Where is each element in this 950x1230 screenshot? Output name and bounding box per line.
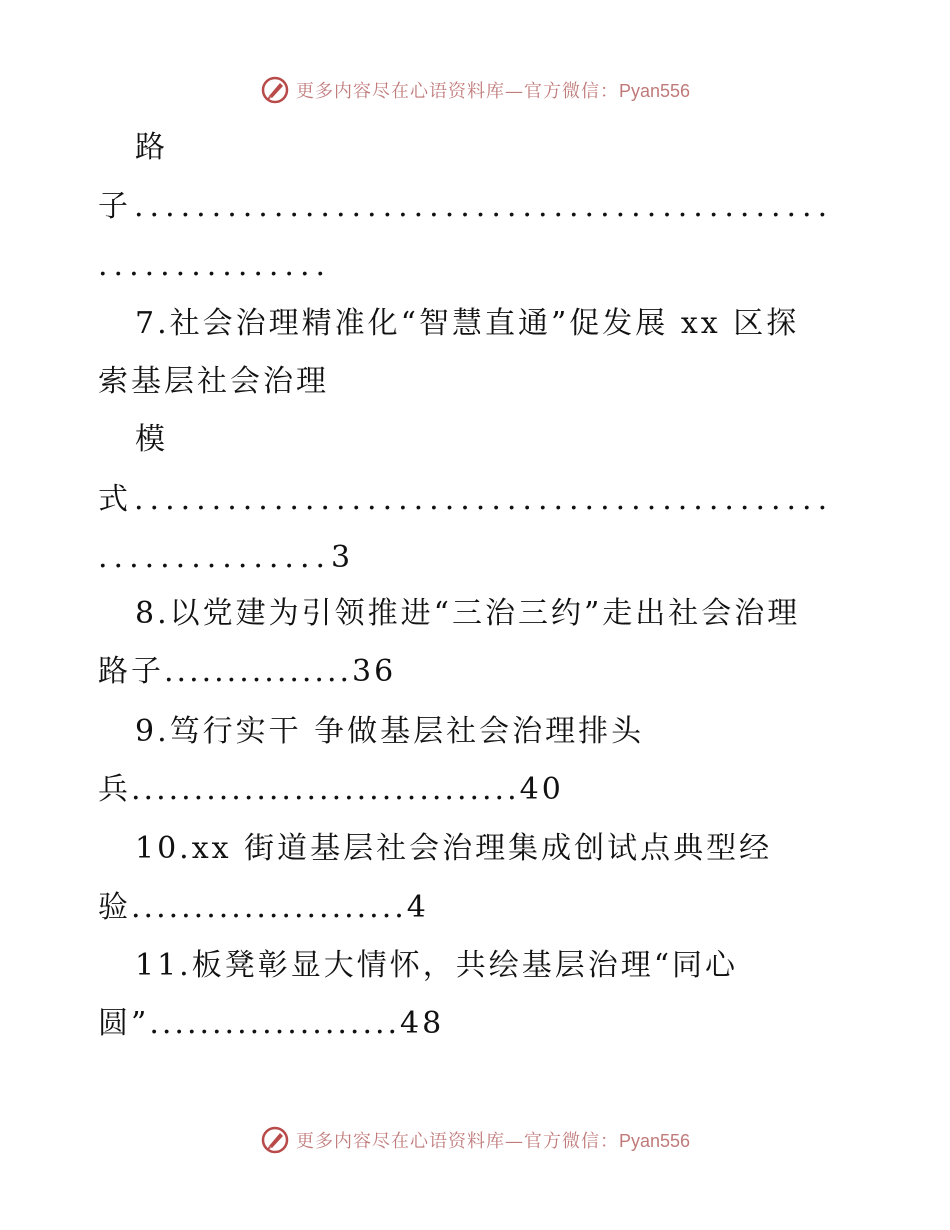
toc-line: 子............................................. — [98, 189, 834, 224]
toc-line: 式............................................. — [98, 482, 834, 517]
toc-line: 验......................4 — [98, 890, 429, 925]
pen-circle-logo-icon — [260, 1125, 290, 1155]
toc-line: 模 — [135, 422, 168, 457]
footer-text — [296, 1127, 690, 1153]
toc-line: 路子...............36 — [98, 654, 397, 689]
header-text — [296, 77, 690, 103]
toc-line: 索基层社会治理 — [98, 364, 329, 399]
footer-contact: Pyan556 — [618, 1131, 691, 1151]
toc-line: 路 — [135, 130, 168, 165]
header-banner — [0, 70, 950, 110]
toc-line: 7.社会治理精准化“智慧直通”促发展 xx 区探 — [135, 306, 800, 341]
header-site-text: 更多内容尽在心语资料库—官方微信： — [295, 81, 619, 102]
toc-line: 圆”....................48 — [98, 1006, 445, 1041]
toc-line: 9.笃行实干 争做基层社会治理排头 — [135, 714, 645, 749]
toc-line: 11.板凳彰显大情怀，共绘基层治理“同心 — [135, 948, 739, 983]
footer-site-text: 更多内容尽在心语资料库—官方微信： — [295, 1131, 619, 1152]
toc-line: 8.以党建为引领推进“三治三约”走出社会治理 — [135, 596, 801, 631]
toc-line: ...............3 — [98, 540, 357, 575]
toc-line: 10.xx 街道基层社会治理集成创试点典型经 — [135, 831, 773, 866]
footer-banner — [0, 1120, 950, 1160]
toc-line: 兵...............................40 — [98, 772, 564, 807]
toc-line: ............... — [98, 248, 332, 283]
pen-circle-logo-icon — [260, 75, 290, 105]
header-contact: Pyan556 — [618, 81, 691, 101]
